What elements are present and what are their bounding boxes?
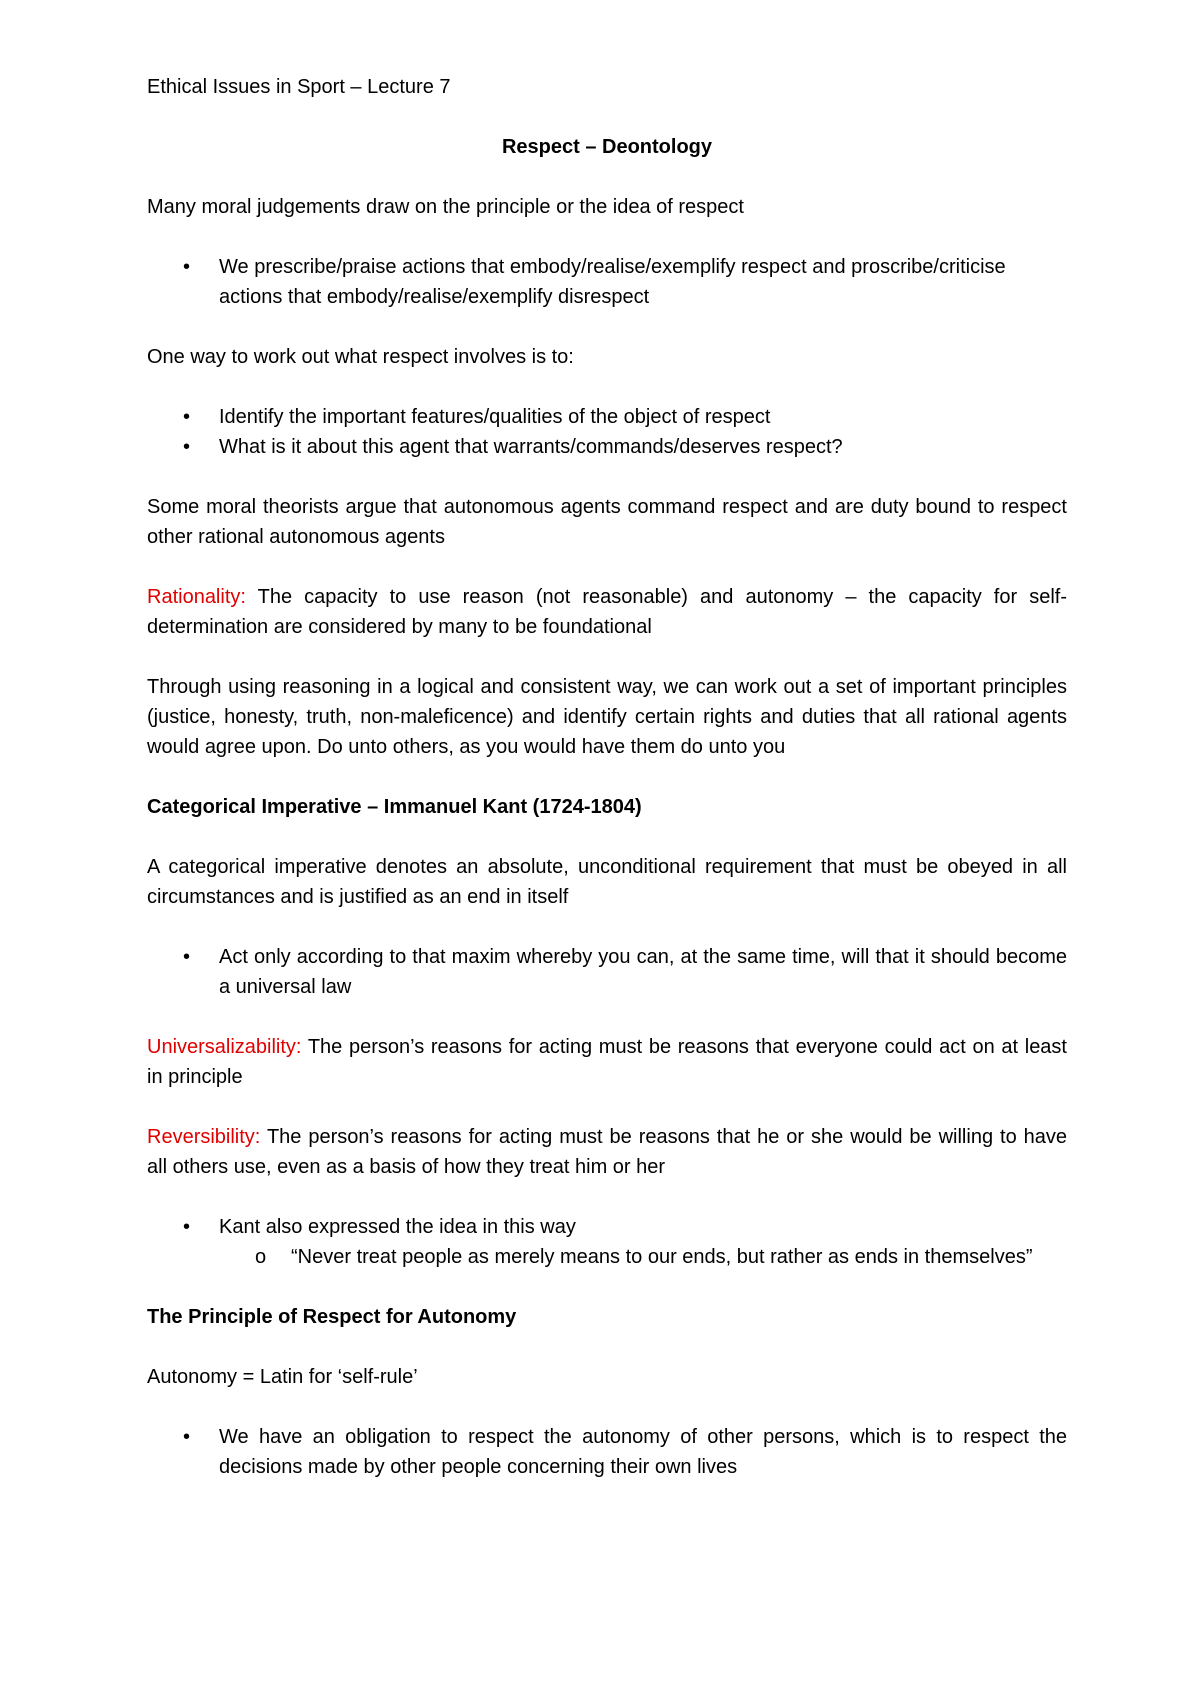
bullet-text: Kant also expressed the idea in this way (219, 1216, 576, 1238)
page-title: Respect – Deontology (501, 136, 713, 158)
doc-header: Ethical Issues in Sport – Lecture 7 (147, 76, 451, 98)
bullet-text: We prescribe/praise actions that embody/realise/exemplify respect and proscribe/criticise actions that embody/realise/exemplify disrespect (219, 256, 1006, 308)
universalizability-label: Universalizability: (147, 1036, 302, 1058)
sub-bullet-icon: o (255, 1246, 267, 1268)
list-item (147, 942, 1067, 1002)
universalizability-text: The person’s reasons for acting must be reasons that everyone could act on at least in principle (147, 1036, 1067, 1088)
bullet-icon: • (183, 1426, 191, 1448)
bullet-text: Act only according to that maxim whereby you can, at the same time, will that it should become a universal law (219, 946, 1067, 998)
sub-bullet-text: “Never treat people as merely means to our ends, but rather as ends in themselves” (291, 1246, 1033, 1268)
heading-categorical-imperative: Categorical Imperative – Immanuel Kant (1724-1804) (147, 796, 642, 818)
bullet-icon: • (183, 1216, 191, 1238)
universalizability-paragraph (147, 1032, 1067, 1092)
bullet-text: What is it about this agent that warrants/commands/deserves respect? (219, 436, 843, 458)
bullet-list-3 (147, 942, 1067, 1002)
bullet-list-4 (147, 1212, 1067, 1272)
rationality-paragraph (147, 582, 1067, 642)
bullet-text: We have an obligation to respect the autonomy of other persons, which is to respect the decisions made by other people concerning their own lives (219, 1426, 1067, 1478)
bullet-icon: • (183, 436, 191, 458)
paragraph-5: A categorical imperative denotes an absolute, unconditional requirement that must be obeyed in all circumstances and is justified as an end in itself (147, 856, 1067, 908)
paragraph-1: Many moral judgements draw on the principle or the idea of respect (147, 196, 744, 218)
bullet-icon: • (183, 406, 191, 428)
list-item (147, 252, 1067, 312)
reversibility-label: Reversibility: (147, 1126, 261, 1148)
bullet-icon: • (183, 946, 191, 968)
sub-list-item (219, 1242, 1067, 1272)
bullet-list-1 (147, 252, 1067, 312)
rationality-text: The capacity to use reason (not reasonable) and autonomy – the capacity for self-determination are considered by many to be foundational (147, 586, 1067, 638)
rationality-label: Rationality: (147, 586, 246, 608)
reversibility-text: The person’s reasons for acting must be reasons that he or she would be willing to have all others use, even as a basis of how they treat him or her (147, 1126, 1067, 1178)
bullet-icon: • (183, 256, 191, 278)
list-item (147, 1212, 1067, 1272)
bullet-list-5 (147, 1422, 1067, 1482)
paragraph-2: One way to work out what respect involves is to: (147, 346, 574, 368)
list-item (147, 402, 1067, 432)
reversibility-paragraph (147, 1122, 1067, 1182)
list-item (147, 432, 1067, 462)
sub-list (219, 1242, 1067, 1272)
paragraph-4: Through using reasoning in a logical and consistent way, we can work out a set of important principles (justice, honesty, truth, non-maleficence) and identify certain rights and duties that all rational agents would agree upon. Do unto others, as you would have them do unto you (147, 676, 1067, 758)
heading-respect-autonomy: The Principle of Respect for Autonomy (147, 1306, 517, 1328)
bullet-text: Identify the important features/qualities of the object of respect (219, 406, 771, 428)
paragraph-6: Autonomy = Latin for ‘self-rule’ (147, 1366, 418, 1388)
list-item (147, 1422, 1067, 1482)
paragraph-3: Some moral theorists argue that autonomous agents command respect and are duty bound to respect other rational autonomous agents (147, 496, 1067, 548)
bullet-list-2 (147, 402, 1067, 462)
